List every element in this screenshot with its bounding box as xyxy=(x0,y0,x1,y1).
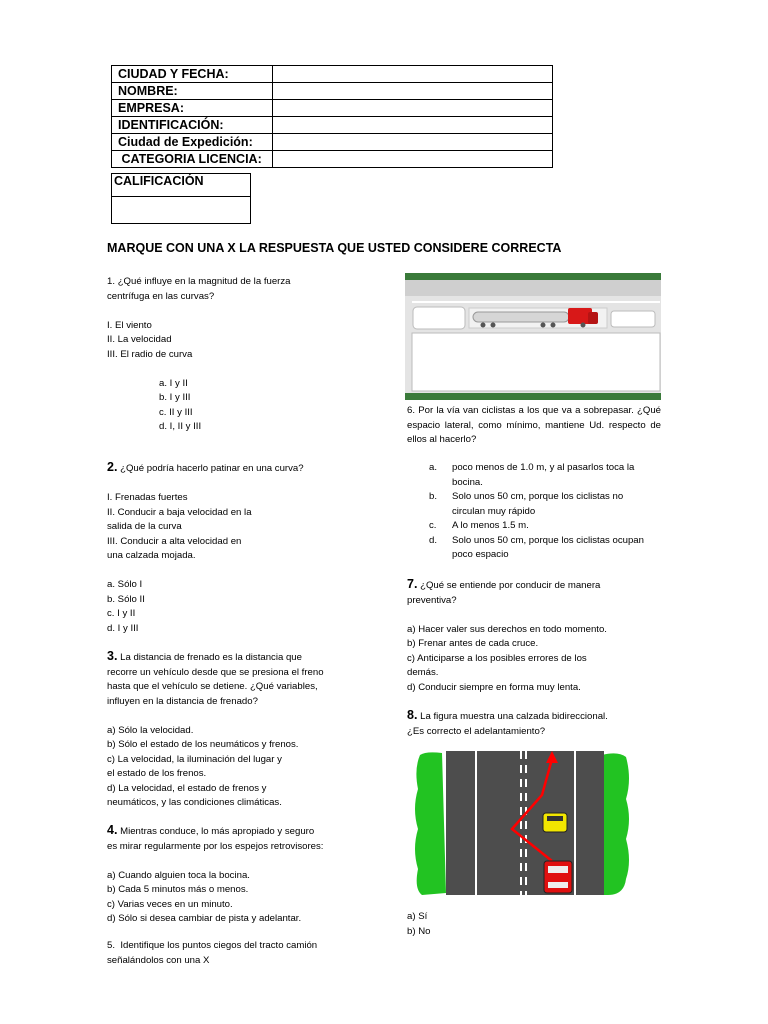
q2-item: una calzada mojada. xyxy=(107,550,196,561)
q7-text-line2: preventiva? xyxy=(407,594,457,606)
q3-option-b[interactable]: b) Sólo el estado de los neumáticos y frenos. xyxy=(107,739,299,750)
q6-option-a[interactable] xyxy=(407,461,661,490)
q6-option-b-mark: b. xyxy=(429,491,438,502)
q4-option-b[interactable]: b) Cada 5 minutos más o menos. xyxy=(107,884,249,895)
road-diagram-svg xyxy=(412,749,632,897)
q6-option-b-text2: circulan muy rápido xyxy=(452,505,536,517)
row-categoria-licencia xyxy=(112,151,553,168)
q4-number: 4. xyxy=(107,823,118,837)
q3-text-line3: hasta que el vehículo se detiene. ¿Qué variables, xyxy=(107,681,318,692)
q6-option-a-text: poco menos de 1.0 m, y al pasarlos toca la xyxy=(452,462,635,473)
question-8 xyxy=(407,708,661,739)
q3-option-c[interactable]: c) La velocidad, la iluminación del lugar y xyxy=(107,753,282,765)
q8-text-line2: ¿Es correcto el adelantamiento? xyxy=(407,725,546,737)
q3-text-line1: La distancia de frenado es la distancia que xyxy=(117,652,302,663)
q2-item: II. Conducir a baja velocidad en la xyxy=(107,506,252,518)
row-nombre xyxy=(112,83,553,100)
question-3 xyxy=(107,649,357,811)
q3-option-d-cont: neumáticos, y las condiciones climáticas. xyxy=(107,797,282,808)
q1-option-b[interactable]: b. I y III xyxy=(159,392,191,403)
q6-number: 6. xyxy=(407,405,416,416)
q7-text-line1: ¿Qué se entiende por conducir de manera xyxy=(417,580,601,591)
q6-option-d-text: Solo unos 50 cm, porque los ciclistas ocupan xyxy=(452,534,644,546)
q2-option-c[interactable]: c. I y II xyxy=(107,608,136,619)
q1-item: I. El viento xyxy=(107,319,152,331)
truck-diagram-svg xyxy=(405,273,661,400)
q1-option-d[interactable]: d. I, II y III xyxy=(159,421,202,432)
q1-option-a[interactable]: a. I y II xyxy=(159,377,188,389)
row-empresa xyxy=(112,100,553,117)
q8-number: 8. xyxy=(407,708,418,722)
q1-text-line2: centrífuga en las curvas? xyxy=(107,290,215,302)
grade-label: CALIFICACIÓN xyxy=(112,174,251,197)
field-ciudad-fecha[interactable] xyxy=(272,66,552,83)
field-categoria-licencia[interactable] xyxy=(272,151,552,168)
q7-option-a[interactable]: a) Hacer valer sus derechos en todo momento. xyxy=(407,623,607,635)
q6-option-c-text: A lo menos 1.5 m. xyxy=(452,520,529,531)
label-ciudad-fecha: CIUDAD Y FECHA: xyxy=(112,66,273,83)
q2-option-a[interactable]: a. Sólo I xyxy=(107,579,143,590)
q7-number: 7. xyxy=(407,577,418,591)
q6-option-d-text2: poco espacio xyxy=(452,549,509,560)
q7-option-c-cont: demás. xyxy=(407,667,439,678)
q6-option-c[interactable] xyxy=(407,519,661,534)
q6-option-b[interactable] xyxy=(407,490,661,519)
row-ciudad-fecha xyxy=(112,66,553,83)
q4-option-a[interactable]: a) Cuando alguien toca la bocina. xyxy=(107,869,250,881)
grade-field[interactable] xyxy=(112,197,251,224)
q4-text-line2: es mirar regularmente por los espejos retrovisores: xyxy=(107,840,324,852)
q7-option-b[interactable]: b) Frenar antes de cada cruce. xyxy=(407,638,539,649)
q7-option-d[interactable]: d) Conducir siempre en forma muy lenta. xyxy=(407,681,581,693)
q6-option-b-text: Solo unos 50 cm, porque los ciclistas no xyxy=(452,491,624,502)
grade-table xyxy=(111,173,251,224)
q2-item: salida de la curva xyxy=(107,521,182,532)
q1-number: 1. xyxy=(107,276,116,287)
field-nombre[interactable] xyxy=(272,83,552,100)
q8-option-b[interactable]: b) No xyxy=(407,925,431,937)
q8-options xyxy=(407,910,661,939)
question-1 xyxy=(107,275,347,435)
q5-text-line1: 5. Identifique los puntos ciegos del tracto camión xyxy=(107,940,318,951)
road-overtaking-figure xyxy=(412,749,632,897)
red-car-icon xyxy=(544,861,572,893)
q3-option-c-cont: el estado de los frenos. xyxy=(107,768,207,779)
q1-text-line1: ¿Qué influye en la magnitud de la fuerza xyxy=(117,276,291,287)
q3-option-a[interactable]: a) Sólo la velocidad. xyxy=(107,724,194,736)
q3-text-line2: recorre un vehículo desde que se presiona el freno xyxy=(107,666,324,678)
row-identificacion xyxy=(112,117,553,134)
q2-text: ¿Qué podría hacerlo patinar en una curva? xyxy=(120,463,304,474)
q2-option-b[interactable]: b. Sólo II xyxy=(107,593,145,605)
q1-item: III. El radio de curva xyxy=(107,348,193,360)
instructions-heading: MARQUE CON UNA X LA RESPUESTA QUE USTED CONSIDERE CORRECTA xyxy=(107,241,562,255)
q6-option-a-mark: a. xyxy=(429,462,438,473)
question-5 xyxy=(107,939,357,968)
identification-table xyxy=(111,65,553,168)
q3-number: 3. xyxy=(107,649,118,663)
question-7 xyxy=(407,577,661,695)
q6-text: Por la vía van ciclistas a los que va a sobrepasar. ¿Qué espacio lateral, como mínimo, mantiene Ud. respecto de ellos al hacerlo? xyxy=(407,405,661,445)
q2-item: III. Conducir a alta velocidad en xyxy=(107,535,242,547)
yellow-car-icon xyxy=(543,813,567,832)
q6-option-d[interactable] xyxy=(407,534,661,563)
question-2 xyxy=(107,460,347,636)
q3-text-line4: influyen en la distancia de frenado? xyxy=(107,695,258,707)
q8-option-a[interactable]: a) Sí xyxy=(407,911,428,922)
q4-option-c[interactable]: c) Varias veces en un minuto. xyxy=(107,898,233,910)
q6-options xyxy=(407,461,661,563)
q4-text-line1: Mientras conduce, lo más apropiado y seguro xyxy=(117,826,315,837)
truck-blindspot-figure[interactable] xyxy=(405,273,661,400)
label-empresa: EMPRESA: xyxy=(112,100,273,117)
q4-option-d[interactable]: d) Sólo si desea cambiar de pista y adelantar. xyxy=(107,913,302,924)
q3-option-d[interactable]: d) La velocidad, el estado de frenos y xyxy=(107,782,267,794)
q8-text-line1: La figura muestra una calzada bidireccional. xyxy=(417,711,608,722)
q2-option-d[interactable]: d. I y III xyxy=(107,622,139,634)
q2-item: I. Frenadas fuertes xyxy=(107,492,188,503)
field-ciudad-expedicion[interactable] xyxy=(272,134,552,151)
q1-item: II. La velocidad xyxy=(107,334,172,345)
q2-number: 2. xyxy=(107,460,118,474)
q6-option-c-mark: c. xyxy=(429,520,437,531)
field-identificacion[interactable] xyxy=(272,117,552,134)
q1-option-c[interactable]: c. II y III xyxy=(159,406,193,418)
q7-option-c[interactable]: c) Anticiparse a los posibles errores de los xyxy=(407,652,587,664)
label-ciudad-expedicion: Ciudad de Expedición: xyxy=(112,134,273,151)
q5-text-line2: señalándolos con una X xyxy=(107,954,210,966)
q6-option-a-text2: bocina. xyxy=(452,476,483,488)
question-4 xyxy=(107,823,357,927)
label-nombre: NOMBRE: xyxy=(112,83,273,100)
question-6 xyxy=(407,404,661,448)
row-ciudad-expedicion xyxy=(112,134,553,151)
field-empresa[interactable] xyxy=(272,100,552,117)
label-categoria-licencia: CATEGORIA LICENCIA: xyxy=(112,151,273,168)
label-identificacion: IDENTIFICACIÓN: xyxy=(112,117,273,134)
q6-option-d-mark: d. xyxy=(429,534,438,546)
